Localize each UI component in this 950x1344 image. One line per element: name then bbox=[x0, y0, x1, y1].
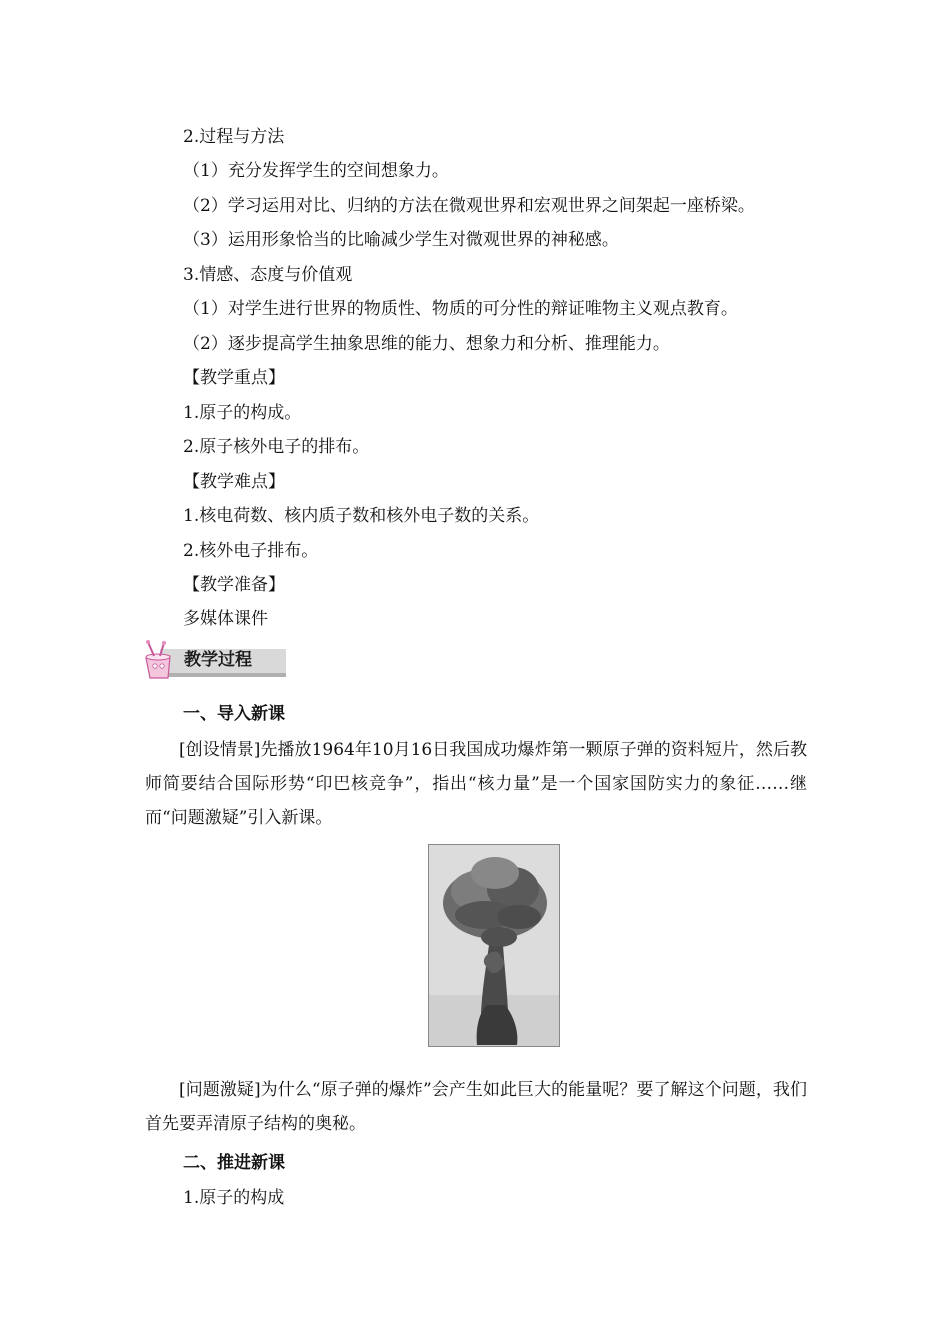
process-item-1: （1）充分发挥学生的空间想象力。 bbox=[183, 161, 449, 181]
key-points-heading: 【教学重点】 bbox=[183, 368, 285, 388]
advance-heading: 二、推进新课 bbox=[183, 1153, 285, 1173]
process-method-title: 2.过程与方法 bbox=[183, 127, 285, 147]
key-point-2: 2.原子核外电子的排布。 bbox=[183, 437, 370, 457]
emotion-item-2: （2）逐步提高学生抽象思维的能力、想象力和分析、推理能力。 bbox=[183, 334, 670, 354]
preparation-content: 多媒体课件 bbox=[183, 609, 268, 629]
process-item-2: （2）学习运用对比、归纳的方法在微观世界和宏观世界之间架起一座桥梁。 bbox=[183, 196, 755, 216]
preparation-heading: 【教学准备】 bbox=[183, 575, 285, 595]
pencil-cup-icon bbox=[146, 640, 170, 678]
teaching-process-banner bbox=[140, 640, 290, 682]
difficulty-1: 1.核电荷数、核内质子数和核外电子数的关系。 bbox=[183, 506, 540, 526]
mushroom-cloud-photo bbox=[428, 844, 560, 1047]
emotion-item-1: （1）对学生进行世界的物质性、物质的可分性的辩证唯物主义观点教育。 bbox=[183, 299, 738, 319]
advance-subheading: 1.原子的构成 bbox=[183, 1188, 285, 1208]
intro-question-paragraph: [问题激疑]为什么“原子弹的爆炸”会产生如此巨大的能量呢？要了解这个问题，我们首先要弄清原子结构的奥秘。 bbox=[145, 1080, 807, 1134]
difficulty-2: 2.核外电子排布。 bbox=[183, 541, 319, 561]
process-item-3: （3）运用形象恰当的比喻减少学生对微观世界的神秘感。 bbox=[183, 230, 619, 250]
difficulties-heading: 【教学难点】 bbox=[183, 472, 285, 492]
emotion-title: 3.情感、态度与价值观 bbox=[183, 265, 353, 285]
key-point-1: 1.原子的构成。 bbox=[183, 403, 302, 423]
banner-label: 教学过程 bbox=[184, 650, 252, 670]
intro-heading: 一、导入新课 bbox=[183, 704, 285, 724]
intro-scenario-paragraph: [创设情景]先播放1964年10月16日我国成功爆炸第一颗原子弹的资料短片，然后教师简要结合国际形势“印巴核竞争”，指出“核力量”是一个国家国防实力的象征……继而“问题激疑”引入新课。 bbox=[145, 740, 807, 828]
